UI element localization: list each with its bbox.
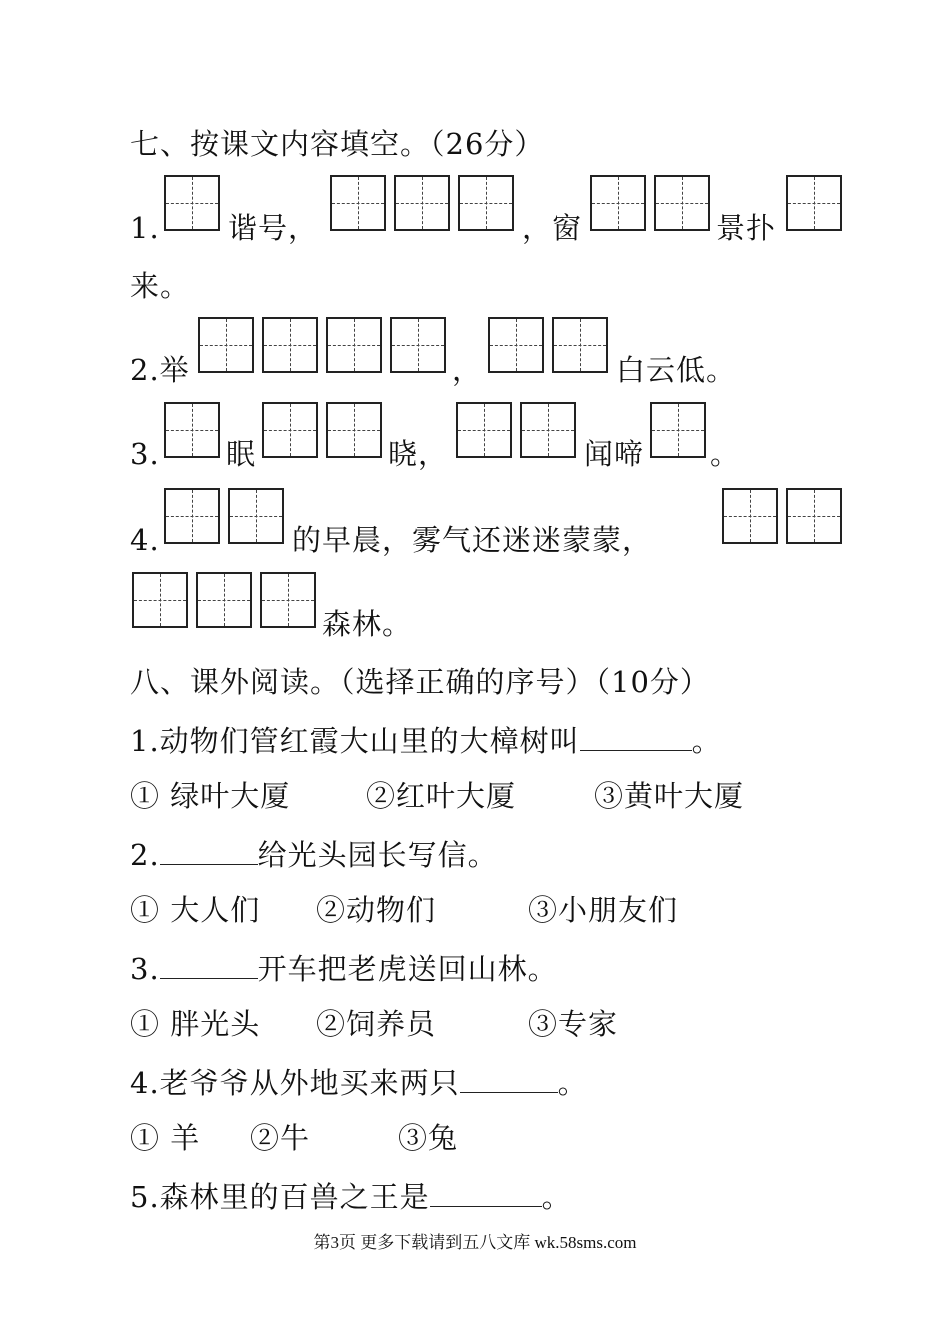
q1-number: 1.: [130, 211, 160, 245]
q3-text-2: 晓，: [388, 437, 449, 471]
option-2[interactable]: ②动物们: [316, 893, 437, 927]
char-box[interactable]: [198, 317, 254, 373]
char-box[interactable]: [164, 402, 220, 458]
option-2[interactable]: ②饲养员: [316, 1007, 437, 1041]
char-box[interactable]: [520, 402, 576, 458]
option-3[interactable]: ③小朋友们: [528, 893, 679, 927]
char-box[interactable]: [394, 175, 450, 231]
char-box[interactable]: [722, 488, 778, 544]
char-box[interactable]: [458, 175, 514, 231]
char-box[interactable]: [164, 488, 220, 544]
section7-title: 七、按课文内容填空。（26分）: [130, 127, 545, 161]
q3-text-3: 闻啼: [584, 437, 645, 471]
char-box[interactable]: [786, 488, 842, 544]
char-box[interactable]: [228, 488, 284, 544]
option-1[interactable]: ① 胖光头: [130, 1007, 261, 1041]
char-box[interactable]: [330, 175, 386, 231]
option-3[interactable]: ③专家: [528, 1007, 619, 1041]
reading-question: 4.老爷爷从外地买来两只 。: [130, 1062, 588, 1103]
q4-text-1: 的早晨，雾气还迷迷蒙蒙，: [292, 523, 653, 557]
q3-text-1: 眠: [226, 437, 257, 471]
q2-number: 2.举: [130, 353, 190, 387]
q4-text-2: 森林。: [322, 607, 413, 641]
q1-text-4: 来。: [130, 269, 191, 303]
option-3[interactable]: ③兔: [398, 1121, 459, 1155]
q2-text-1: ，: [452, 353, 483, 387]
char-box[interactable]: [326, 317, 382, 373]
page-footer: 第3页 更多下载请到五八文库 wk.58sms.com: [313, 1233, 637, 1252]
q1-text-3: 景扑: [716, 211, 777, 245]
option-2[interactable]: ②牛: [250, 1121, 311, 1155]
char-box[interactable]: [590, 175, 646, 231]
char-box[interactable]: [552, 317, 608, 373]
answer-blank[interactable]: [580, 720, 692, 751]
answer-blank[interactable]: [160, 948, 258, 979]
q3-text-4: 。: [710, 437, 741, 471]
q3-number: 3.: [130, 437, 160, 471]
answer-blank[interactable]: [460, 1062, 558, 1093]
q4-number: 4.: [130, 523, 160, 557]
char-box[interactable]: [260, 572, 316, 628]
answer-blank[interactable]: [160, 834, 258, 865]
q1-text-1: 谐号，: [228, 211, 319, 245]
char-box[interactable]: [164, 175, 220, 231]
q1-text-2: ，窗: [522, 211, 583, 245]
reading-question: 2. 给光头园长写信。: [130, 834, 498, 875]
char-box[interactable]: [196, 572, 252, 628]
char-box[interactable]: [262, 317, 318, 373]
char-box[interactable]: [786, 175, 842, 231]
option-1[interactable]: ① 绿叶大厦: [130, 779, 291, 813]
char-box[interactable]: [390, 317, 446, 373]
option-1[interactable]: ① 羊: [130, 1121, 201, 1155]
char-box[interactable]: [132, 572, 188, 628]
char-box[interactable]: [654, 175, 710, 231]
option-2[interactable]: ②红叶大厦: [366, 779, 517, 813]
char-box[interactable]: [262, 402, 318, 458]
char-box[interactable]: [326, 402, 382, 458]
char-box[interactable]: [650, 402, 706, 458]
reading-question: 1.动物们管红霞大山里的大樟树叫 。: [130, 720, 722, 761]
reading-question: 5.森林里的百兽之王是 。: [130, 1176, 572, 1217]
char-box[interactable]: [456, 402, 512, 458]
char-box[interactable]: [488, 317, 544, 373]
section8-title: 八、课外阅读。（选择正确的序号）（10分）: [130, 665, 710, 699]
answer-blank[interactable]: [430, 1176, 542, 1207]
reading-question: 3. 开车把老虎送回山林。: [130, 948, 558, 989]
q2-text-2: 白云低。: [616, 353, 737, 387]
option-3[interactable]: ③黄叶大厦: [594, 779, 745, 813]
option-1[interactable]: ① 大人们: [130, 893, 261, 927]
